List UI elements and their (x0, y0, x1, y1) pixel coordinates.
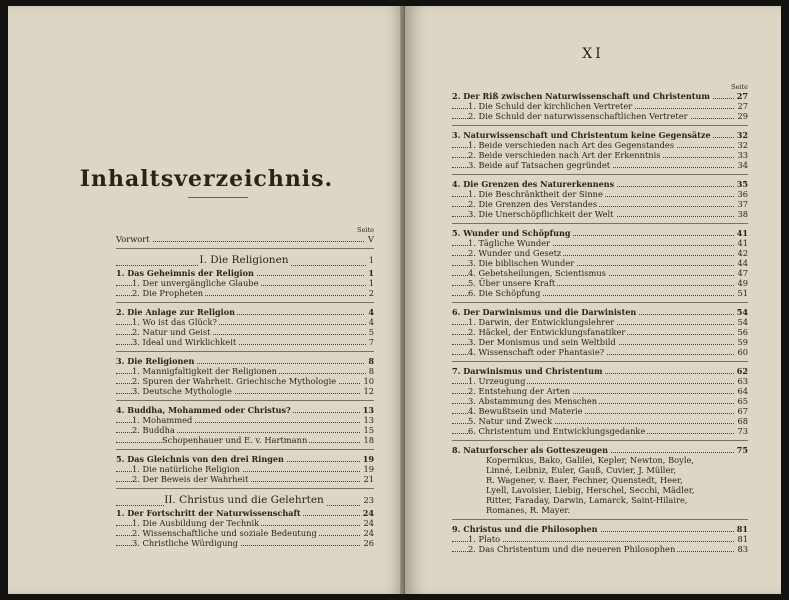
toc-entry: 2. Beide verschieden nach Art der Erkenntnis 33 (452, 150, 748, 160)
toc-entry: 1. Tägliche Wunder 41 (452, 238, 748, 248)
toc-entry: Vorwort V (116, 234, 374, 244)
toc-entry: 1. Mannigfaltigkeit der Religionen 8 (116, 366, 374, 376)
toc-entry: 1. Darwin, der Entwicklungslehrer 54 (452, 317, 748, 327)
toc-entry: 2. Wissenschaftliche und soziale Bedeutung 24 (116, 528, 374, 538)
scientist-names-line: Romanes, R. Mayer. (486, 505, 571, 515)
toc-entry: 1. Urzeugung 63 (452, 376, 748, 386)
running-head: XI (582, 46, 604, 62)
toc-entry: 3. Abstammung des Menschen 65 (452, 396, 748, 406)
toc-entry: 2. Buddha 15 (116, 425, 374, 435)
toc-entry: 2. Natur und Geist 5 (116, 327, 374, 337)
toc-entry: 3. Die Unerschöpflichkeit der Welt 38 (452, 209, 748, 219)
section-heading: 8. Naturforscher als Gotteszeugen 75 (452, 445, 748, 455)
section-heading: 1. Der Fortschritt der Naturwissenschaft 24 (116, 508, 374, 518)
toc-entry: 1. Die Beschränktheit der Sinne 36 (452, 189, 748, 199)
left-page (8, 6, 405, 594)
section-heading: 5. Das Gleichnis von den drei Ringen 19 (116, 454, 374, 464)
toc-entry: 4. Gebetsheilungen, Scientismus 47 (452, 268, 748, 278)
toc-entry: 6. Die Schöpfung 51 (452, 288, 748, 298)
toc-entry: 1. Wo ist das Glück? 4 (116, 317, 374, 327)
toc-entry: 3. Christliche Würdigung 26 (116, 538, 374, 548)
toc-entry: 6. Christentum und Entwicklungsgedanke 73 (452, 426, 748, 436)
toc-entry: 2. Spuren der Wahrheit. Griechische Mythologie 10 (116, 376, 374, 386)
toc-entry: 1. Der unvergängliche Glaube 1 (116, 278, 374, 288)
scientist-names-line: Linné, Leibniz, Euler, Gauß, Cuvier, J. Müller, (486, 465, 677, 475)
section-heading: 4. Buddha, Mohammed oder Christus? 13 (116, 405, 374, 415)
scientist-names-line: R. Wagener, v. Baer, Fechner, Quenstedt, Heer, (486, 475, 683, 485)
toc-entry: 2. Das Christentum und die neueren Philosophen 83 (452, 544, 748, 554)
toc-entry: 2. Der Beweis der Wahrheit 21 (116, 474, 374, 484)
toc-entry: 2. Die Schuld der naturwissenschaftlichen Vertreter 29 (452, 111, 748, 121)
toc-entry: 2. Entstehung der Arten 64 (452, 386, 748, 396)
page-column-label: Seite (731, 83, 748, 91)
toc-entry: 1. Die natürliche Religion 19 (116, 464, 374, 474)
right-page (405, 6, 781, 594)
toc-entry: 4. Wissenschaft oder Phantasie? 60 (452, 347, 748, 357)
toc-entry: 3. Die biblischen Wunder 44 (452, 258, 748, 268)
part-heading: II. Christus und die Gelehrten 23 (116, 493, 374, 508)
toc-entry: 2. Die Propheten 2 (116, 288, 374, 298)
toc-entry: 5. Über unsere Kraft 49 (452, 278, 748, 288)
title-ornament (188, 197, 248, 198)
toc-entry: 2. Wunder und Gesetz 42 (452, 248, 748, 258)
left-toc (116, 226, 374, 548)
part-heading: I. Die Religionen 1 (116, 253, 374, 268)
toc-entry: 1. Die Ausbildung der Technik 24 (116, 518, 374, 528)
section-heading: 4. Die Grenzen des Naturerkennens 35 (452, 179, 748, 189)
toc-entry: 1. Mohammed 13 (116, 415, 374, 425)
section-heading: 2. Die Anlage zur Religion 4 (116, 307, 374, 317)
toc-entry: 3. Deutsche Mythologie 12 (116, 386, 374, 396)
section-heading: 3. Die Religionen 8 (116, 356, 374, 366)
section-heading: 1. Das Geheimnis der Religion 1 (116, 268, 374, 278)
section-heading: 2. Der Riß zwischen Naturwissenschaft und Christentum 27 (452, 91, 748, 101)
section-heading: 9. Christus und die Philosophen 81 (452, 524, 748, 534)
scientist-names-line: Lyell, Lavoisier, Liebig, Herschel, Secchi, Mädler, (486, 485, 695, 495)
page-column-label: Seite (357, 226, 374, 234)
section-heading: 5. Wunder und Schöpfung 41 (452, 228, 748, 238)
section-heading: 6. Der Darwinismus und die Darwinisten 54 (452, 307, 748, 317)
toc-entry: 1. Beide verschieden nach Art des Gegenstandes 32 (452, 140, 748, 150)
toc-entry: 3. Der Monismus und sein Weltbild 59 (452, 337, 748, 347)
right-toc (452, 83, 748, 554)
toc-entry: 1. Die Schuld der kirchlichen Vertreter 27 (452, 101, 748, 111)
section-heading: 3. Naturwissenschaft und Christentum keine Gegensätze 32 (452, 130, 748, 140)
toc-entry: 5. Natur und Zweck 68 (452, 416, 748, 426)
toc-entry: 2. Häckel, der Entwicklungsfanatiker 56 (452, 327, 748, 337)
scientist-names-line: Ritter, Faraday, Darwin, Lamarck, Saint-Hilaire, (486, 495, 688, 505)
toc-entry: Schopenhauer und E. v. Hartmann 18 (116, 435, 374, 445)
toc-entry: 3. Ideal und Wirklichkeit 7 (116, 337, 374, 347)
page-title: Inhaltsverzeichnis. (79, 166, 334, 192)
toc-entry: 3. Beide auf Tatsachen gegründet 34 (452, 160, 748, 170)
toc-entry: 2. Die Grenzen des Verstandes 37 (452, 199, 748, 209)
section-heading: 7. Darwinismus und Christentum 62 (452, 366, 748, 376)
toc-entry: 4. Bewußtsein und Materie 67 (452, 406, 748, 416)
toc-entry: 1. Plato 81 (452, 534, 748, 544)
scientist-names-line: Kopernikus, Bako, Galilei, Kepler, Newton, Boyle, (486, 455, 695, 465)
